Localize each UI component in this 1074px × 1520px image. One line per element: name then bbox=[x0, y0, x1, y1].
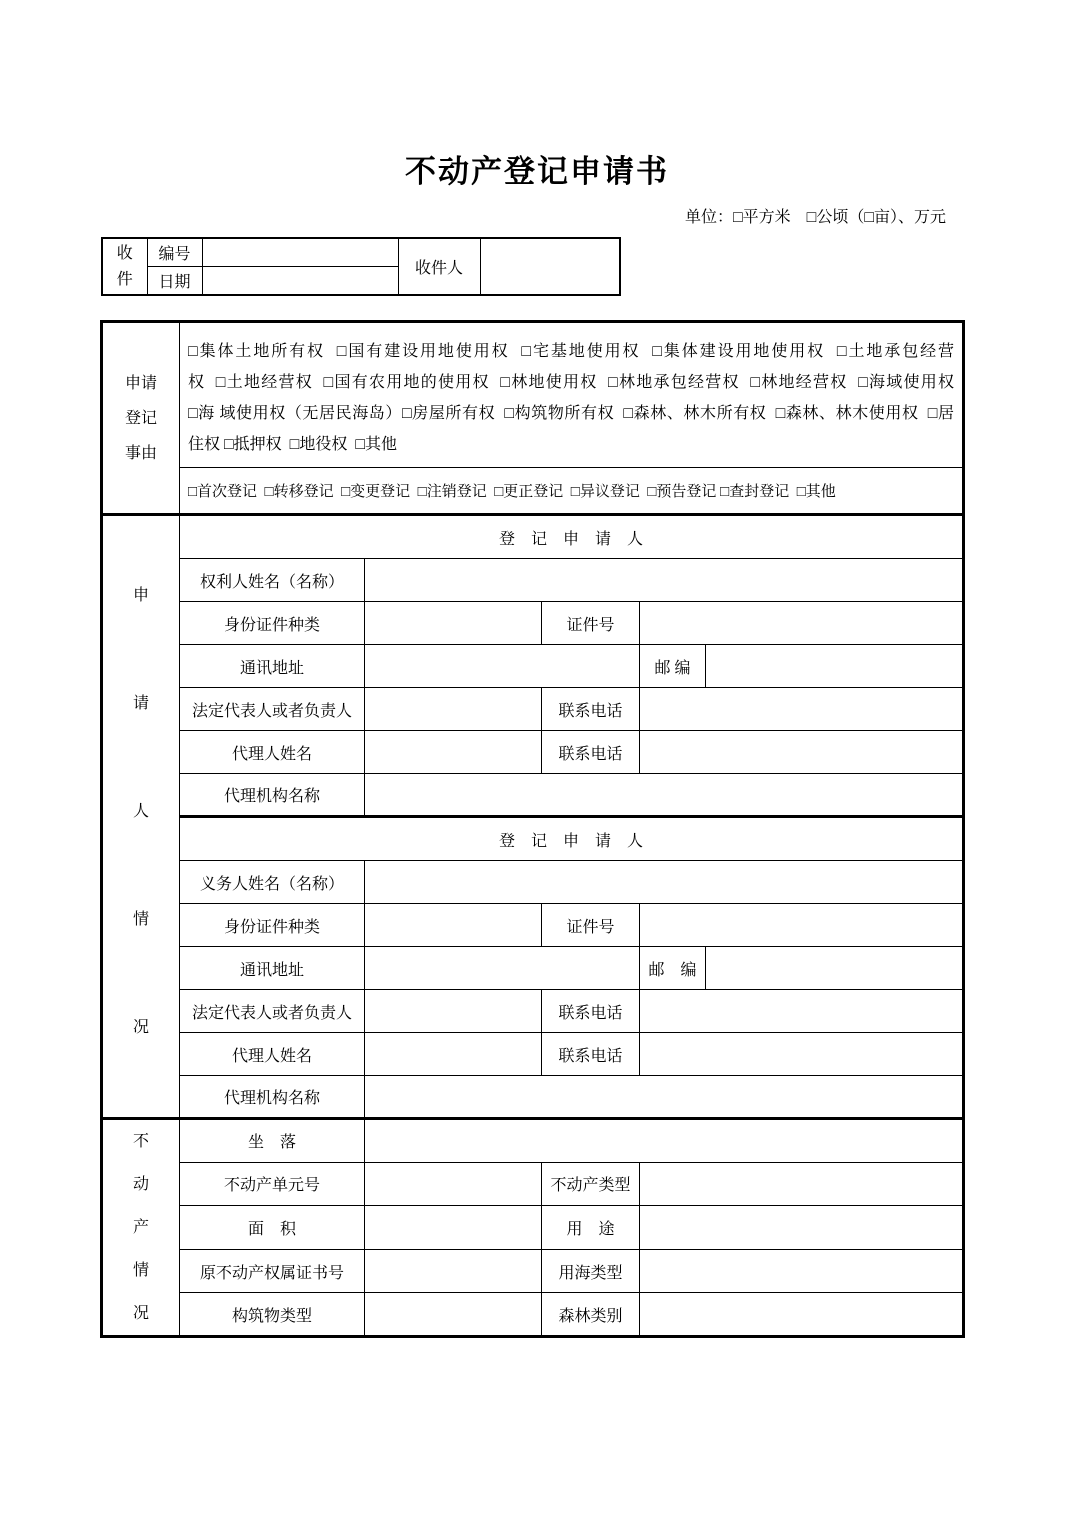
sidebar-reason-label bbox=[102, 322, 180, 515]
p-forest-class-label: 森林类别 bbox=[542, 1293, 640, 1337]
a1-legal-rep-input[interactable] bbox=[365, 688, 542, 731]
p-area-label: 面 积 bbox=[180, 1206, 365, 1250]
a2-legal-rep-label: 法定代表人或者负责人 bbox=[180, 990, 365, 1033]
a1-agent-name-label: 代理人姓名 bbox=[180, 731, 365, 774]
p-unit-no-label: 不动产单元号 bbox=[180, 1162, 365, 1206]
sidebar-applicant-label bbox=[102, 515, 180, 1119]
page-title: 不动产登记申请书 bbox=[405, 154, 669, 189]
rights-option-line[interactable]: □集体土地所有权 □国有建设用地使用权 □宅基地使用权 □集体建设用地使用权 □土地承包经营 bbox=[188, 343, 955, 360]
a1-legal-rep-phone-input[interactable] bbox=[640, 688, 964, 731]
receipt-number-label: 编号 bbox=[147, 238, 202, 267]
sidebar-reason-label-text: 申请登记事由 bbox=[124, 374, 157, 462]
p-area-input[interactable] bbox=[365, 1206, 542, 1250]
a1-address-label: 通讯地址 bbox=[180, 645, 365, 688]
sidebar-property-label bbox=[102, 1119, 180, 1337]
p-old-cert-input[interactable] bbox=[365, 1249, 542, 1293]
a1-holder-name-label: 权利人姓名（名称） bbox=[180, 559, 365, 602]
receipt-date-label: 日期 bbox=[147, 267, 202, 296]
rights-option-line[interactable]: 住权 □抵押权 □地役权 □其他 bbox=[188, 436, 397, 453]
a1-agent-phone-input[interactable] bbox=[640, 731, 964, 774]
p-location-input[interactable] bbox=[365, 1119, 964, 1163]
a1-agent-phone-label: 联系电话 bbox=[542, 731, 640, 774]
p-use-input[interactable] bbox=[640, 1206, 964, 1250]
receipt-number-input[interactable] bbox=[202, 238, 398, 267]
a1-legal-rep-phone-label: 联系电话 bbox=[542, 688, 640, 731]
a2-agent-phone-input[interactable] bbox=[640, 1033, 964, 1076]
receipt-section-label-text: 收件 bbox=[116, 244, 133, 288]
a2-agent-name-label: 代理人姓名 bbox=[180, 1033, 365, 1076]
a2-address-label: 通讯地址 bbox=[180, 947, 365, 990]
a1-address-input[interactable] bbox=[365, 645, 640, 688]
sidebar-applicant-label-text: 申请人情况 bbox=[132, 587, 149, 1036]
a1-postal-label: 邮 编 bbox=[640, 645, 706, 688]
p-type-label: 不动产类型 bbox=[542, 1162, 640, 1206]
p-unit-no-input[interactable] bbox=[365, 1162, 542, 1206]
a2-agency-name-label: 代理机构名称 bbox=[180, 1076, 365, 1119]
p-type-input[interactable] bbox=[640, 1162, 964, 1206]
a2-cert-no-label: 证件号 bbox=[542, 904, 640, 947]
a2-id-type-label: 身份证件种类 bbox=[180, 904, 365, 947]
applicant2-header: 登 记 申 请 人 bbox=[180, 817, 964, 861]
a1-holder-name-input[interactable] bbox=[365, 559, 964, 602]
a1-agent-name-input[interactable] bbox=[365, 731, 542, 774]
a1-agency-name-label: 代理机构名称 bbox=[180, 774, 365, 817]
p-location-label: 坐 落 bbox=[180, 1119, 365, 1163]
a2-agent-name-input[interactable] bbox=[365, 1033, 542, 1076]
p-use-label: 用 途 bbox=[542, 1206, 640, 1250]
a2-postal-input[interactable] bbox=[706, 947, 964, 990]
a2-id-type-input[interactable] bbox=[365, 904, 542, 947]
a2-address-input[interactable] bbox=[365, 947, 640, 990]
receipt-table bbox=[101, 237, 621, 296]
receipt-date-input[interactable] bbox=[202, 267, 398, 296]
p-sea-use-input[interactable] bbox=[640, 1249, 964, 1293]
a1-agency-name-input[interactable] bbox=[365, 774, 964, 817]
a2-obligor-name-input[interactable] bbox=[365, 861, 964, 904]
a1-legal-rep-label: 法定代表人或者负责人 bbox=[180, 688, 365, 731]
p-forest-class-input[interactable] bbox=[640, 1293, 964, 1337]
a1-cert-no-input[interactable] bbox=[640, 602, 964, 645]
p-structure-type-label: 构筑物类型 bbox=[180, 1293, 365, 1337]
a1-cert-no-label: 证件号 bbox=[542, 602, 640, 645]
main-form-table bbox=[100, 320, 965, 1338]
rights-option-line[interactable]: □海 域使用权（无居民海岛）□房屋所有权 □构筑物所有权 □森林、林木所有权 □森林、林木使用权 □居 bbox=[188, 405, 955, 422]
a2-postal-label: 邮 编 bbox=[640, 947, 706, 990]
a2-legal-rep-input[interactable] bbox=[365, 990, 542, 1033]
receiver-label: 收件人 bbox=[398, 238, 480, 295]
receipt-section-label bbox=[102, 238, 147, 295]
a2-cert-no-input[interactable] bbox=[640, 904, 964, 947]
a2-agent-phone-label: 联系电话 bbox=[542, 1033, 640, 1076]
a1-id-type-label: 身份证件种类 bbox=[180, 602, 365, 645]
a2-legal-rep-phone-label: 联系电话 bbox=[542, 990, 640, 1033]
receiver-input[interactable] bbox=[480, 238, 620, 295]
a1-id-type-input[interactable] bbox=[365, 602, 542, 645]
registration-type-options[interactable]: □首次登记 □转移登记 □变更登记 □注销登记 □更正登记 □异议登记 □预告登记 □查封登记 □其他 bbox=[180, 468, 964, 515]
a2-obligor-name-label: 义务人姓名（名称） bbox=[180, 861, 365, 904]
sidebar-property-label-text: 不动产情况 bbox=[132, 1133, 149, 1322]
p-old-cert-label: 原不动产权属证书号 bbox=[180, 1249, 365, 1293]
p-structure-type-input[interactable] bbox=[365, 1293, 542, 1337]
rights-checkbox-area bbox=[180, 322, 964, 468]
applicant1-header: 登 记 申 请 人 bbox=[180, 515, 964, 559]
a2-legal-rep-phone-input[interactable] bbox=[640, 990, 964, 1033]
unit-checkbox-note[interactable]: 单位：□平方米 □公顷（□亩）、万元 bbox=[685, 209, 946, 226]
a1-postal-input[interactable] bbox=[706, 645, 964, 688]
a2-agency-name-input[interactable] bbox=[365, 1076, 964, 1119]
p-sea-use-label: 用海类型 bbox=[542, 1249, 640, 1293]
rights-option-line[interactable]: 权 □土地经营权 □国有农用地的使用权 □林地使用权 □林地承包经营权 □林地经营权 □海域使用权 bbox=[188, 374, 955, 391]
